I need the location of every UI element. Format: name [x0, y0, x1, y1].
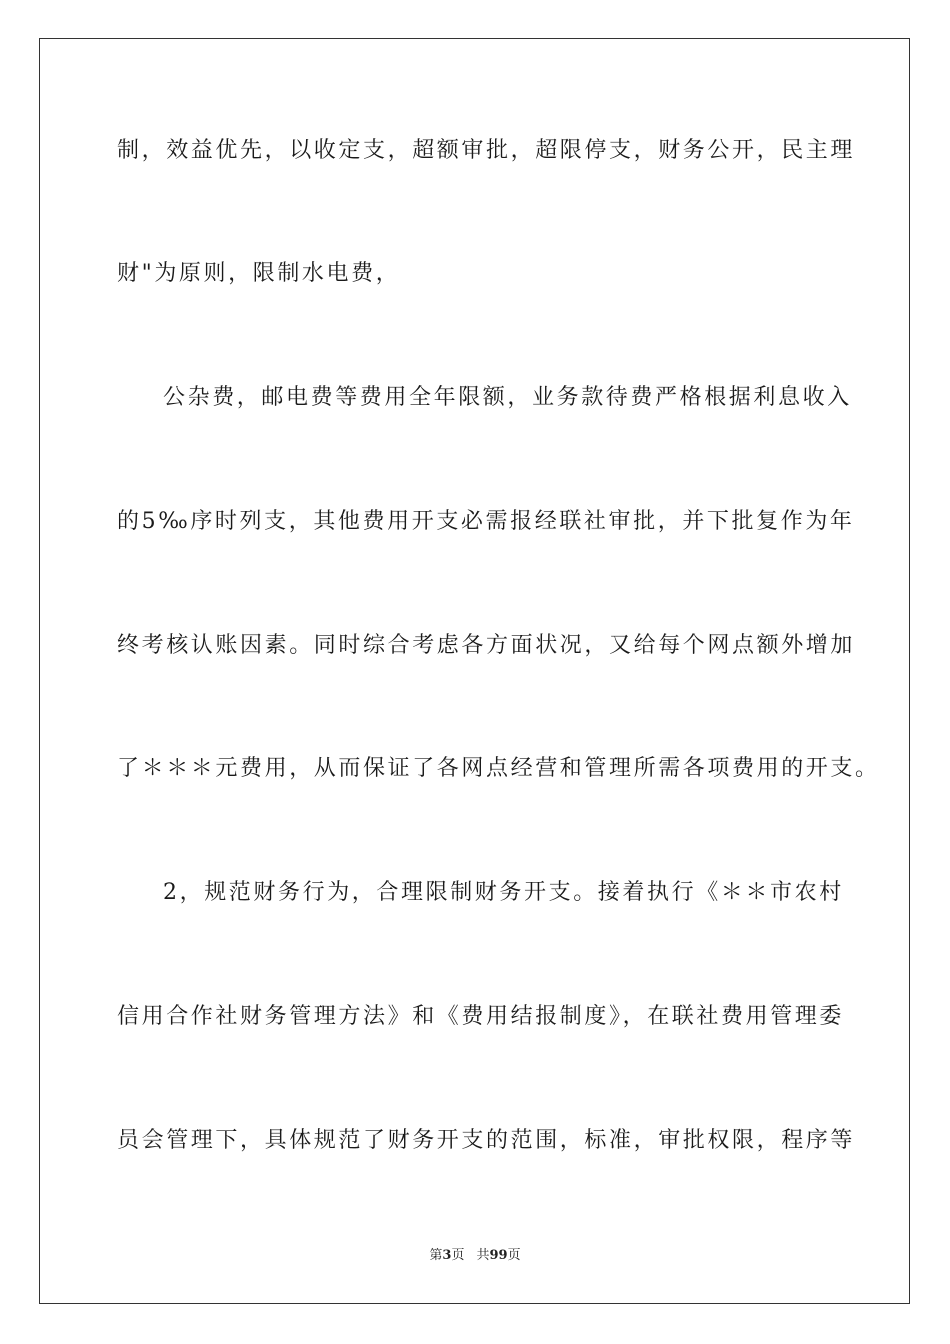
text-line-9: 员会管理下，具体规范了财务开支的范围，标准，审批权限，程序等 [117, 1128, 856, 1153]
page-prefix: 第 [429, 1248, 443, 1263]
total-prefix: 共 [476, 1248, 490, 1263]
text-line-8: 信用合作社财务管理方法》和《费用结报制度》，在联社费用管理委 [117, 1004, 845, 1029]
page-number: 3 [442, 1248, 452, 1263]
text-line-6: 了＊＊＊元费用，从而保证了各网点经营和管理所需各项费用的开支。 [117, 756, 880, 781]
text-line-2: 财"为原则，限制水电费， [117, 261, 401, 286]
page-border [39, 38, 910, 1304]
text-line-1: 制，效益优先，以收定支，超额审批，超限停支，财务公开，民主理 [117, 138, 856, 163]
page-suffix: 页 [451, 1248, 465, 1263]
total-suffix: 页 [507, 1248, 521, 1263]
text-line-4: 的5‰序时列支，其他费用开支必需报经联社审批，并下批复作为年 [117, 509, 855, 534]
total-pages: 99 [489, 1248, 508, 1263]
text-line-5: 终考核认账因素。同时综合考虑各方面状况，又给每个网点额外增加 [117, 633, 856, 658]
page-footer [0, 1247, 950, 1265]
text-line-3: 公杂费，邮电费等费用全年限额，业务款待费严格根据利息收入 [163, 385, 852, 410]
text-line-7: 2，规范财务行为，合理限制财务开支。接着执行《＊＊市农村 [163, 880, 844, 905]
